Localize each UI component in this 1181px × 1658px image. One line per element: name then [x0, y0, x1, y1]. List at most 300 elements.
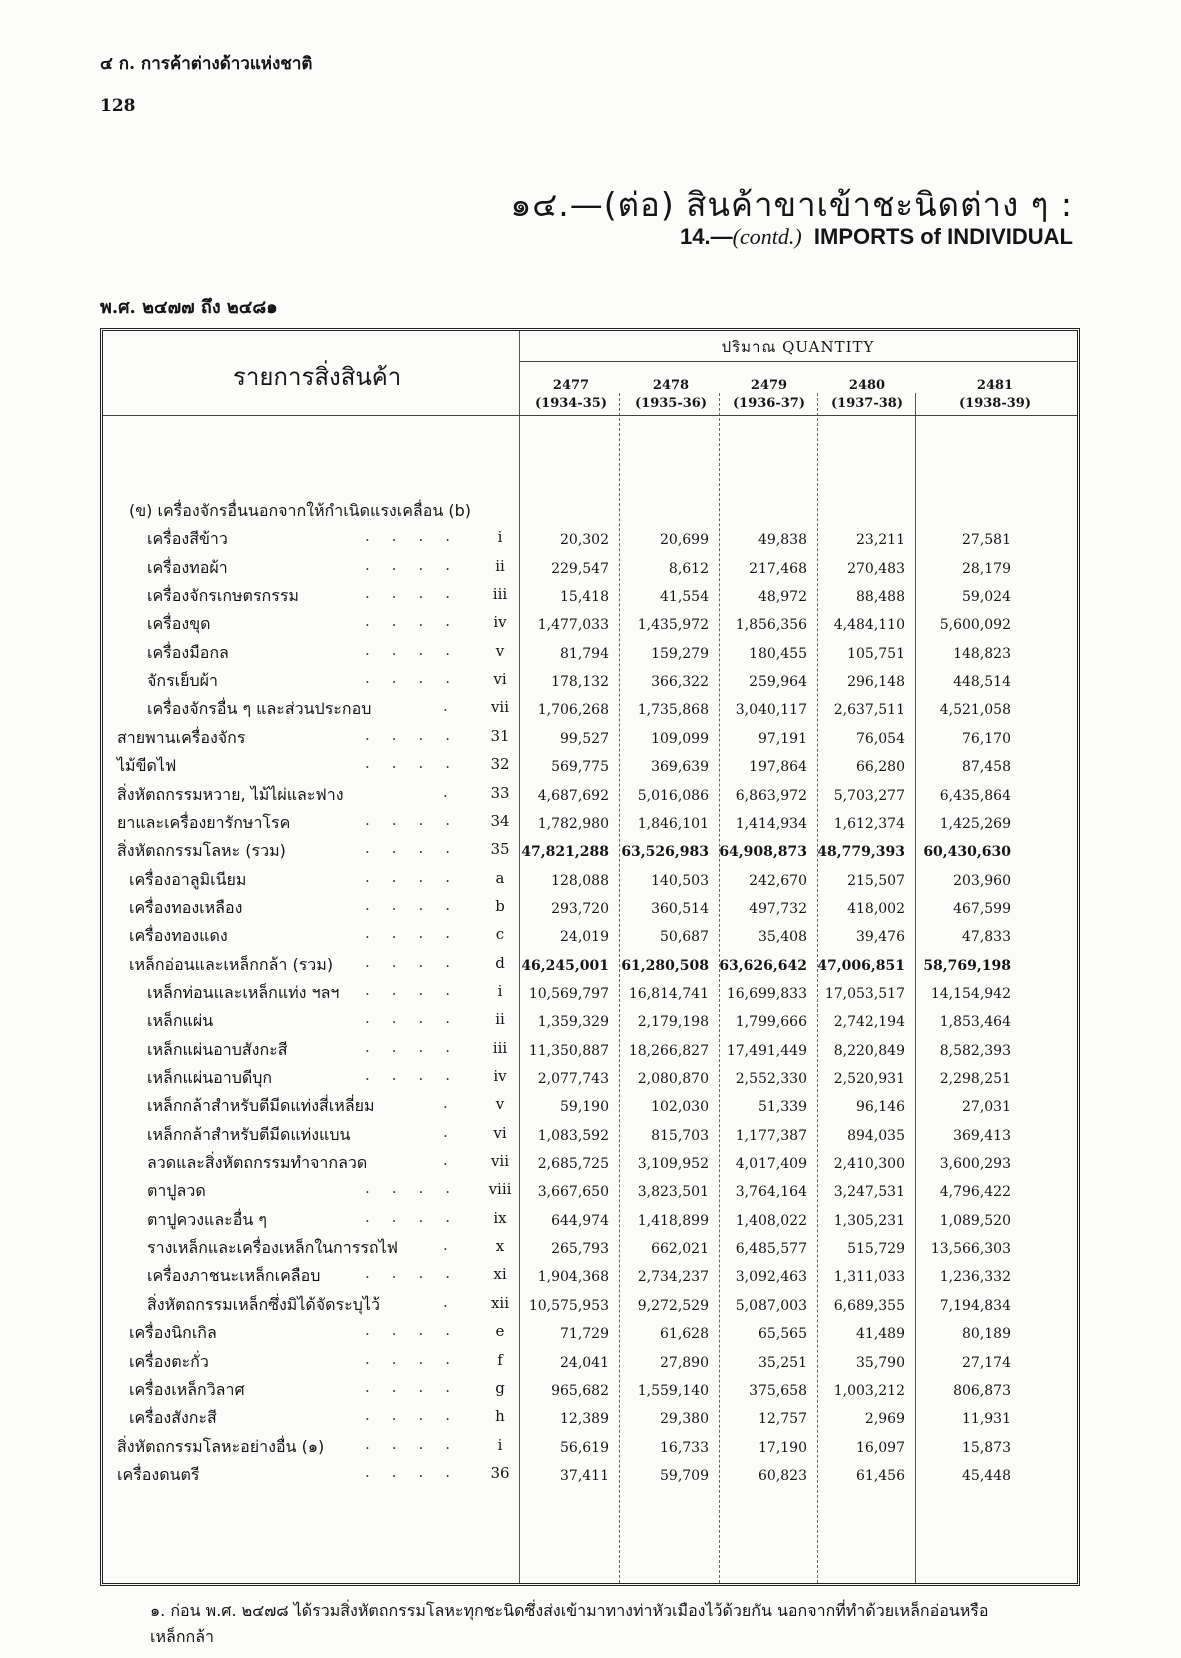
item-code: 31 [490, 726, 510, 745]
table-row [103, 866, 1077, 894]
quantity-cell: 15,873 [962, 1439, 1011, 1456]
quantity-cell: 58,769,198 [923, 957, 1011, 974]
quantity-cell: 293,720 [551, 900, 609, 917]
quantity-cell: 56,619 [560, 1439, 609, 1456]
item-label: เครื่องภาชนะเหล็กเคลือบ [147, 1266, 321, 1286]
quantity-cell: 16,733 [660, 1439, 709, 1456]
quantity-cell: 197,864 [749, 759, 807, 776]
quantity-cell: 3,109,952 [637, 1156, 709, 1173]
item-label: เครื่องเหล็กวิลาศ [129, 1379, 245, 1399]
year-header [619, 377, 723, 413]
title-text: IMPORTS of INDIVIDUAL [813, 224, 1073, 249]
quantity-cell: 467,599 [953, 900, 1011, 917]
table-row [103, 1262, 1077, 1290]
leader-dots: .... [365, 980, 473, 999]
quantity-cell: 27,031 [962, 1099, 1011, 1116]
quantity-cell: 4,796,422 [939, 1184, 1011, 1201]
quantity-cell: 1,177,387 [735, 1127, 807, 1144]
table-row [103, 1376, 1077, 1404]
leader-dots: . [443, 1151, 470, 1170]
item-code: vi [493, 1123, 507, 1142]
quantity-cell: 3,823,501 [637, 1184, 709, 1201]
quantity-cell: 515,729 [847, 1241, 905, 1258]
quantity-cell: 375,658 [749, 1382, 807, 1399]
quantity-cell: 24,019 [560, 929, 609, 946]
leader-dots: .... [365, 754, 473, 773]
quantity-cell: 3,764,164 [735, 1184, 807, 1201]
year-ce: (1937-38) [831, 396, 903, 411]
item-code: g [495, 1378, 505, 1397]
table-row [103, 639, 1077, 667]
quantity-cell: 217,468 [749, 560, 807, 577]
quantity-cell: 39,476 [856, 929, 905, 946]
item-code: e [495, 1322, 505, 1341]
quantity-cell: 229,547 [551, 560, 609, 577]
table-title-thai: ๑๔.—(ต่อ) สินค้าขาเข้าชะนิดต่าง ๆ : [510, 185, 1073, 224]
quantity-cell: 47,821,288 [521, 844, 609, 861]
quantity-cell: 1,612,374 [833, 815, 905, 832]
quantity-cell: 5,600,092 [939, 617, 1011, 634]
year-header [717, 377, 821, 413]
table-row [103, 1319, 1077, 1347]
quantity-cell: 46,245,001 [521, 957, 609, 974]
quantity-cell: 159,279 [651, 645, 709, 662]
leader-dots: .... [365, 555, 473, 574]
leader-dots: . [443, 1094, 470, 1113]
item-label: ตาปูควงและอื่น ๆ [147, 1209, 267, 1229]
quantity-cell: 61,280,508 [621, 957, 709, 974]
quantity-cell: 2,077,743 [537, 1071, 609, 1087]
quantity-cell: 265,793 [551, 1241, 609, 1258]
quantity-cell: 6,689,355 [833, 1297, 905, 1314]
item-code: viii [488, 1180, 512, 1199]
quantity-cell: 27,174 [962, 1354, 1011, 1371]
quantity-cell: 24,041 [560, 1354, 609, 1371]
quantity-cell: 5,016,086 [637, 787, 709, 804]
quantity-cell: 369,639 [651, 759, 709, 776]
table-row [103, 1291, 1077, 1319]
quantity-cell: 2,742,194 [833, 1014, 905, 1031]
quantity-cell: 3,667,650 [537, 1184, 609, 1201]
quantity-cell: 59,190 [560, 1099, 609, 1116]
table-row [103, 497, 1077, 525]
table-row [103, 1036, 1077, 1064]
quantity-cell: 4,484,110 [833, 617, 905, 634]
quantity-cell: 1,846,101 [637, 815, 709, 832]
quantity-cell: 3,247,531 [833, 1184, 905, 1201]
quantity-cell: 17,053,517 [824, 985, 905, 1002]
quantity-cell: 1,856,356 [735, 617, 807, 634]
quantity-cell: 1,083,592 [537, 1127, 609, 1144]
quantity-cell: 1,311,033 [833, 1269, 905, 1286]
quantity-cell: 10,575,953 [528, 1297, 609, 1314]
year-ce: (1938-39) [959, 396, 1031, 411]
item-code: iv [493, 613, 507, 632]
quantity-cell: 3,092,463 [735, 1269, 807, 1286]
item-code: vii [490, 1152, 510, 1171]
quantity-cell: 63,526,983 [621, 844, 709, 861]
quantity-cell: 5,087,003 [735, 1297, 807, 1314]
table-row [103, 1092, 1077, 1120]
quantity-cell: 128,088 [551, 872, 609, 889]
quantity-cell: 27,890 [660, 1354, 709, 1371]
quantity-cell: 1,799,666 [735, 1014, 807, 1031]
table-row [103, 781, 1077, 809]
year-be: 2480 [848, 378, 886, 393]
item-code: i [497, 981, 503, 1000]
item-label: สายพานเครื่องจักร [117, 727, 246, 747]
quantity-cell: 96,146 [856, 1099, 905, 1116]
year-be: 2481 [976, 378, 1014, 393]
quantity-cell: 29,380 [660, 1411, 709, 1428]
quantity-cell: 2,520,931 [833, 1071, 905, 1087]
quantity-cell: 178,132 [551, 674, 609, 691]
table-row [103, 1149, 1077, 1177]
item-code: xi [493, 1265, 507, 1284]
quantity-cell: 2,179,198 [637, 1014, 709, 1031]
item-label: เหล็กกล้าสำหรับตีมีดแท่งแบน [147, 1124, 351, 1144]
quantity-cell: 87,458 [962, 759, 1011, 776]
leader-dots: . [443, 697, 470, 716]
table-row [103, 667, 1077, 695]
item-code: 36 [490, 1463, 510, 1482]
quantity-cell: 4,017,409 [735, 1156, 807, 1173]
quantity-cell: 270,483 [847, 560, 905, 577]
leader-dots: .... [365, 669, 473, 688]
quantity-cell: 102,030 [651, 1099, 709, 1116]
item-code: iv [493, 1067, 507, 1085]
quantity-cell: 1,559,140 [637, 1382, 709, 1399]
quantity-cell: 1,236,332 [939, 1269, 1011, 1286]
quantity-cell: 71,729 [560, 1326, 609, 1343]
quantity-cell: 8,220,849 [833, 1042, 905, 1059]
quantity-cell: 14,154,942 [930, 985, 1011, 1002]
year-header [519, 377, 623, 413]
quantity-cell: 13,566,303 [930, 1241, 1011, 1258]
table-title-english [680, 224, 1073, 250]
table-row [103, 1206, 1077, 1234]
item-label: (ข) เครื่องจักรอื่นนอกจากให้กำเนิดแรงเคลื่อน (b) [129, 501, 471, 520]
item-code: 32 [490, 755, 510, 774]
leader-dots: .... [365, 1406, 473, 1425]
quantity-cell: 806,873 [953, 1382, 1011, 1399]
item-code: 33 [490, 783, 510, 802]
item-label: เครื่องทอผ้า [147, 557, 228, 577]
quantity-cell: 242,670 [749, 872, 807, 889]
quantity-cell: 497,732 [749, 900, 807, 917]
quantity-cell: 644,974 [551, 1212, 609, 1229]
quantity-cell: 296,148 [847, 674, 905, 691]
item-code: iii [492, 1038, 508, 1057]
quantity-cell: 2,552,330 [735, 1071, 807, 1087]
leader-dots: .... [365, 1321, 473, 1340]
quantity-cell: 76,054 [856, 730, 905, 747]
item-label: เครื่องดนตรี [117, 1464, 200, 1484]
item-label: เครื่องมือกล [147, 642, 229, 662]
quantity-cell: 59,024 [962, 589, 1011, 606]
table-row [103, 1433, 1077, 1461]
quantity-cell: 259,964 [749, 674, 807, 691]
item-label: ตาปูลวด [147, 1181, 206, 1201]
item-code: 34 [490, 811, 510, 830]
leader-dots: .... [365, 1264, 473, 1283]
leader-dots: . [443, 1292, 470, 1311]
quantity-cell: 59,709 [660, 1467, 709, 1484]
quantity-cell: 47,833 [962, 929, 1011, 946]
item-code: a [495, 868, 505, 887]
table-row [103, 610, 1077, 638]
quantity-cell: 23,211 [856, 532, 905, 549]
quantity-cell: 2,637,511 [833, 702, 905, 719]
leader-dots: .... [365, 584, 473, 603]
quantity-cell: 2,969 [864, 1411, 905, 1428]
table-row [103, 695, 1077, 723]
quantity-cell: 50,687 [660, 929, 709, 946]
quantity-cell: 27,581 [962, 532, 1011, 549]
quantity-cell: 49,838 [758, 532, 807, 549]
item-code: iii [492, 585, 508, 604]
quantity-cell: 1,408,022 [735, 1212, 807, 1229]
quantity-cell: 6,863,972 [735, 787, 807, 804]
item-code: ii [495, 556, 505, 575]
page-number: 128 [100, 96, 136, 116]
item-label: เครื่องอาลูมิเนียม [129, 869, 247, 889]
item-code: b [495, 896, 505, 915]
item-label: เครื่องทองเหลือง [129, 897, 243, 917]
title-number: 14.— [680, 224, 733, 249]
quantity-cell: 148,823 [953, 645, 1011, 662]
item-label: เครื่องทองแดง [129, 926, 228, 946]
item-code: 35 [490, 840, 510, 859]
item-code: v [495, 641, 505, 660]
item-label: เครื่องสีข้าว [147, 529, 228, 549]
leader-dots: .... [365, 1207, 473, 1226]
quantity-cell: 35,251 [758, 1354, 807, 1371]
leader-dots: .... [365, 952, 473, 971]
item-code: c [495, 925, 505, 944]
quantity-cell: 180,455 [749, 645, 807, 662]
quantity-cell: 48,972 [758, 589, 807, 606]
table-row [103, 837, 1077, 865]
item-label: ยาและเครื่องยารักษาโรค [117, 812, 291, 832]
item-code: ix [493, 1208, 507, 1227]
quantity-cell: 1,305,231 [833, 1212, 905, 1229]
quantity-cell: 1,782,980 [537, 815, 609, 832]
quantity-cell: 16,814,741 [628, 985, 709, 1002]
leader-dots: .... [365, 527, 473, 546]
item-code: f [497, 1350, 503, 1369]
leader-dots: .... [365, 1066, 473, 1084]
leader-dots: .... [365, 1037, 473, 1056]
item-code: x [495, 1237, 505, 1256]
table-row [103, 1121, 1077, 1149]
imports-table [100, 328, 1080, 1586]
quantity-cell: 1,706,268 [537, 702, 609, 719]
quantity-cell: 1,414,934 [735, 815, 807, 832]
item-code: i [497, 1435, 503, 1454]
quantity-cell: 45,448 [962, 1467, 1011, 1484]
quantity-cell: 5,703,277 [833, 787, 905, 804]
quantity-cell: 41,489 [856, 1326, 905, 1343]
item-label: สิ่งหัตถกรรมเหล็กซึ่งมิได้จัดระบุไว้ [147, 1294, 380, 1314]
item-column-header: รายการสิ่งสินค้า [233, 363, 402, 391]
quantity-cell: 12,389 [560, 1411, 609, 1428]
year-header [915, 377, 1075, 413]
quantity-cell: 47,006,851 [817, 957, 905, 974]
table-row [103, 554, 1077, 582]
quantity-cell: 15,418 [560, 589, 609, 606]
table-row [103, 724, 1077, 752]
item-label: รางเหล็กและเครื่องเหล็กในการรถไฟ [147, 1238, 398, 1258]
quantity-cell: 11,350,887 [528, 1042, 609, 1059]
quantity-cell: 20,699 [660, 532, 709, 549]
quantity-cell: 61,628 [660, 1326, 709, 1343]
item-code: ii [495, 1010, 505, 1029]
item-label: เครื่องนิกเกิล [129, 1323, 217, 1343]
table-row [103, 1348, 1077, 1376]
leader-dots: .... [365, 640, 473, 659]
quantity-cell: 76,170 [962, 730, 1011, 747]
leader-dots: .... [365, 1377, 473, 1396]
quantity-cell: 65,565 [758, 1326, 807, 1343]
leader-dots: .... [365, 725, 473, 744]
year-ce: (1934-35) [535, 396, 607, 411]
quantity-cell: 2,298,251 [939, 1071, 1011, 1087]
year-be: 2477 [552, 378, 590, 393]
leader-dots: .... [365, 1179, 473, 1198]
quantity-cell: 1,735,868 [637, 702, 709, 719]
quantity-cell: 140,503 [651, 872, 709, 889]
quantity-cell: 11,931 [962, 1411, 1011, 1428]
table-row [103, 752, 1077, 780]
leader-dots: .... [365, 867, 473, 886]
table-row [103, 1064, 1077, 1092]
item-code: v [495, 1095, 505, 1114]
quantity-cell: 9,272,529 [637, 1297, 709, 1314]
quantity-cell: 2,080,870 [637, 1071, 709, 1087]
quantity-cell: 60,430,630 [923, 844, 1011, 861]
quantity-cell: 2,685,725 [537, 1156, 609, 1173]
quantity-cell: 4,521,058 [939, 702, 1011, 719]
item-label: สิ่งหัตถกรรมโลหะ (รวม) [117, 841, 286, 861]
quantity-cell: 66,280 [856, 759, 905, 776]
quantity-cell: 35,408 [758, 929, 807, 946]
quantity-cell: 51,339 [758, 1099, 807, 1116]
item-label: ลวดและสิ่งหัตถกรรมทำจากลวด [147, 1153, 368, 1173]
table-row [103, 582, 1077, 610]
item-label: เครื่องสังกะสี [129, 1408, 217, 1428]
quantity-cell: 418,002 [847, 900, 905, 917]
quantity-cell: 569,775 [551, 759, 609, 776]
year-be: 2478 [652, 378, 690, 393]
quantity-cell: 20,302 [560, 532, 609, 549]
item-label: สิ่งหัตถกรรมหวาย, ไม้ไผ่และฟาง [117, 784, 344, 804]
quantity-cell: 1,425,269 [939, 815, 1011, 832]
quantity-cell: 965,682 [551, 1382, 609, 1399]
item-code: h [495, 1407, 505, 1426]
quantity-cell: 12,757 [758, 1411, 807, 1428]
quantity-cell: 48,779,393 [817, 844, 905, 861]
year-ce: (1935-36) [635, 396, 707, 411]
table-row [103, 922, 1077, 950]
item-code: xii [490, 1293, 510, 1312]
running-header: ๔ ก. การค้าต่างด้าวแห่งชาติ [100, 54, 313, 74]
item-label: เหล็กอ่อนและเหล็กกล้า (รวม) [129, 954, 334, 974]
leader-dots: . [443, 1122, 470, 1141]
leader-dots: .... [365, 1009, 473, 1028]
quantity-cell: 81,794 [560, 645, 609, 662]
table-row [103, 1461, 1077, 1489]
quantity-cell: 37,411 [560, 1467, 609, 1484]
table-row [103, 1177, 1077, 1205]
leader-dots: .... [365, 1462, 473, 1481]
quantity-cell: 88,488 [856, 589, 905, 606]
quantity-cell: 80,189 [962, 1326, 1011, 1343]
item-label: เครื่องจักรเกษตรกรรม [147, 586, 299, 606]
leader-dots: .... [365, 924, 473, 943]
item-code: vii [490, 698, 510, 717]
quantity-cell: 41,554 [660, 589, 709, 606]
quantity-cell: 2,734,237 [637, 1269, 709, 1286]
leader-dots: .... [365, 839, 473, 858]
item-label: เหล็กแผ่นอาบสังกะสี [147, 1039, 288, 1059]
quantity-cell: 366,322 [651, 674, 709, 691]
quantity-cell: 2,410,300 [833, 1156, 905, 1173]
table-row [103, 894, 1077, 922]
leader-dots: .... [365, 895, 473, 914]
leader-dots: . [443, 1236, 470, 1255]
years-range: พ.ศ. ๒๔๗๗ ถึง ๒๔๘๑ [100, 297, 278, 318]
year-header [815, 377, 919, 413]
quantity-cell: 3,040,117 [735, 702, 807, 719]
item-code: i [497, 528, 503, 547]
table-row [103, 525, 1077, 553]
quantity-cell: 1,904,368 [537, 1269, 609, 1286]
item-label: เครื่องจักรอื่น ๆ และส่วนประกอบ [147, 699, 372, 719]
table-row [103, 1007, 1077, 1035]
quantity-cell: 360,514 [651, 900, 709, 917]
quantity-cell: 28,179 [962, 560, 1011, 577]
leader-dots: .... [365, 612, 473, 631]
header-rule [519, 361, 1077, 362]
item-code: vi [493, 670, 507, 689]
item-label: เหล็กกล้าสำหรับตีมีดแท่งสี่เหลี่ยม [147, 1096, 375, 1116]
item-label: เหล็กแผ่นอาบดีบุก [147, 1068, 273, 1087]
quantity-cell: 8,612 [668, 560, 709, 577]
quantity-cell: 61,456 [856, 1467, 905, 1484]
quantity-cell: 35,790 [856, 1354, 905, 1371]
year-be: 2479 [750, 378, 788, 393]
quantity-cell: 97,191 [758, 730, 807, 747]
quantity-column-header: ปริมาณ QUANTITY [721, 338, 875, 356]
quantity-cell: 10,569,797 [528, 985, 609, 1002]
table-row [103, 1404, 1077, 1432]
quantity-cell: 17,190 [758, 1439, 807, 1456]
quantity-cell: 662,021 [651, 1241, 709, 1258]
quantity-cell: 109,099 [651, 730, 709, 747]
quantity-cell: 894,035 [847, 1127, 905, 1144]
quantity-cell: 16,699,833 [726, 985, 807, 1002]
quantity-cell: 4,687,692 [537, 787, 609, 804]
leader-dots: .... [365, 1349, 473, 1368]
quantity-cell: 6,435,864 [939, 787, 1011, 804]
quantity-cell: 7,194,834 [939, 1297, 1011, 1314]
table-row [103, 979, 1077, 1007]
quantity-cell: 1,003,212 [833, 1382, 905, 1399]
quantity-cell: 63,626,642 [719, 957, 807, 974]
header-rule [103, 415, 1077, 416]
item-label: ไม้ขีดไฟ [117, 756, 177, 776]
